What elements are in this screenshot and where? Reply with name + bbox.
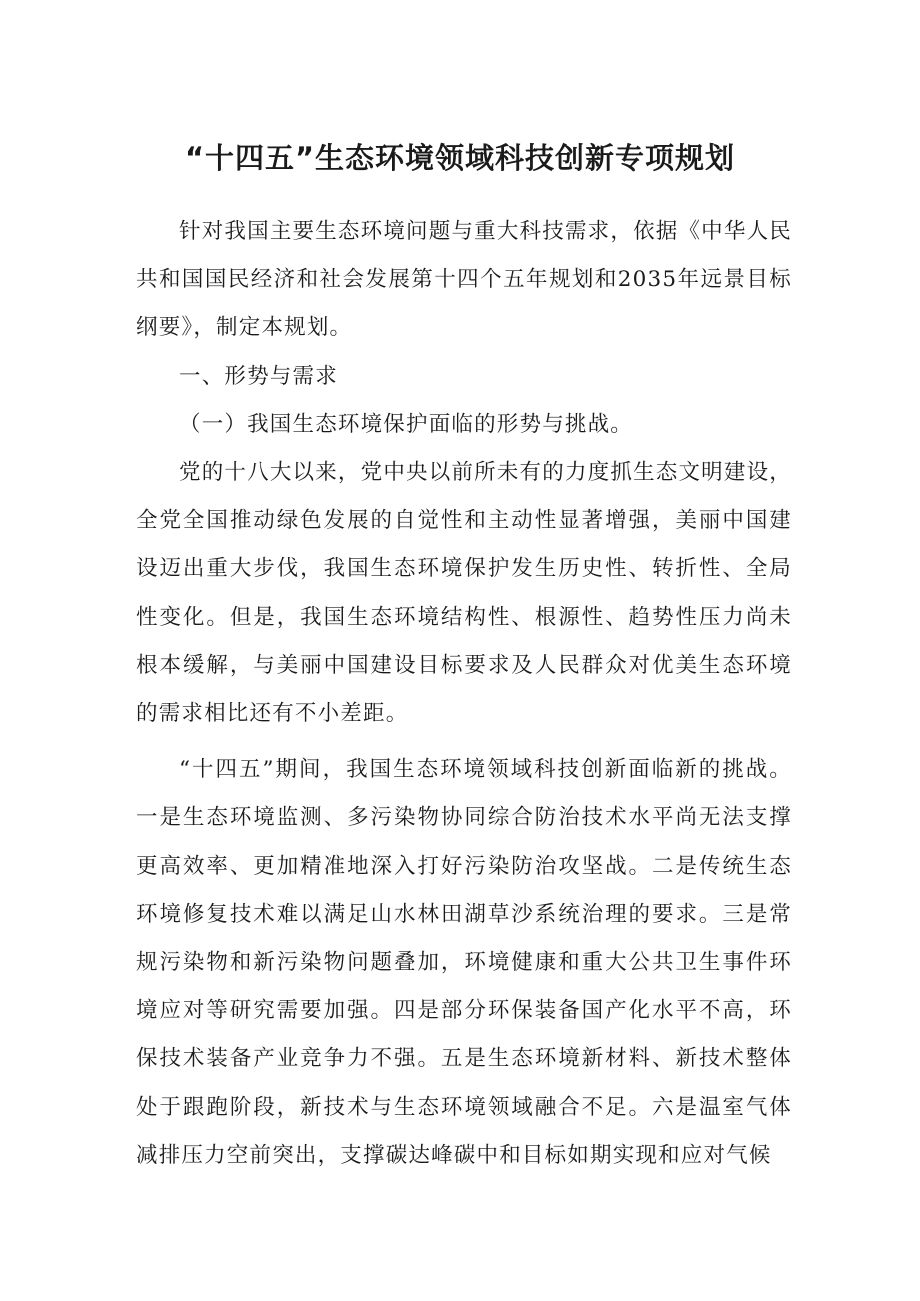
body-paragraph-2: “十四五”期间，我国生态环境领域科技创新面临新的挑战。一是生态环境监测、多污染物协同综合防治技术水平尚无法支撑更高效率、更加精准地深入打好污染防治攻坚战。二是传统生态环境修复技术难以满足山水林田湖草沙系统治理的要求。三是常规污染物和新污染物问题叠加，环境健康和重大公共卫生事件环境应对等研究需要加强。四是部分环保装备国产化水平不高，环保技术装备产业竞争力不强。五是生态环境新材料、新技术整体处于跟跑阶段，新技术与生态环境领域融合不足。六是温室气体减排压力空前突出，支撑碳达峰碳中和目标如期实现和应对气候: [136, 757, 792, 1168]
subsection-heading: （一）我国生态环境保护面临的形势与挑战。: [179, 411, 634, 437]
document-title: “十四五”生态环境领域科技创新专项规划: [184, 141, 736, 175]
body-paragraph-1: 党的十八大以来，党中央以前所未有的力度抓生态文明建设，全党全国推动绿色发展的自觉性和主动性显著增强，美丽中国建设迈出重大步伐，我国生态环境保护发生历史性、转折性、全局性变化。但是，我国生态环境结构性、根源性、趋势性压力尚未根本缓解，与美丽中国建设目标要求及人民群众对优美生态环境的需求相比还有不小差距。: [136, 460, 792, 727]
document-body: [136, 208, 792, 1180]
section-heading: 一、形势与需求: [179, 363, 338, 389]
intro-paragraph: 针对我国主要生态环境问题与重大科技需求，依据《中华人民共和国国民经济和社会发展第十四个五年规划和2035年远景目标纲要》，制定本规划。: [136, 219, 792, 341]
